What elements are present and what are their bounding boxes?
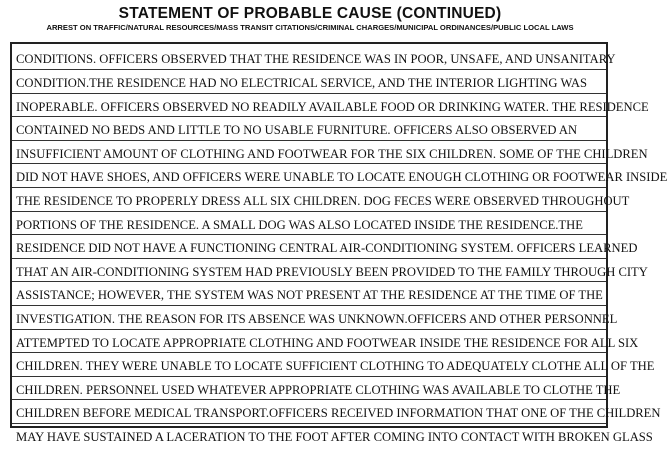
- statement-line: THAT AN AIR-CONDITIONING SYSTEM HAD PREVIOUSLY BEEN PROVIDED TO THE FAMILY THROUGH CITY: [12, 259, 606, 283]
- statement-line: PORTIONS OF THE RESIDENCE. A SMALL DOG WAS ALSO LOCATED INSIDE THE RESIDENCE.THE: [12, 212, 606, 236]
- statement-line: MAY HAVE SUSTAINED A LACERATION TO THE FOOT AFTER COMING INTO CONTACT WITH BROKEN GLASS: [16, 429, 653, 444]
- form-title: STATEMENT OF PROBABLE CAUSE (CONTINUED): [118, 5, 502, 22]
- statement-box: [10, 42, 667, 444]
- statement-line: INOPERABLE. OFFICERS OBSERVED NO READILY AVAILABLE FOOD OR DRINKING WATER. THE RESIDENCE: [12, 94, 606, 118]
- statement-line: ATTEMPTED TO LOCATE APPROPRIATE CLOTHING AND FOOTWEAR INSIDE THE RESIDENCE FOR ALL SIX: [12, 330, 606, 354]
- statement-line: THE RESIDENCE TO PROPERLY DRESS ALL SIX CHILDREN. DOG FECES WERE OBSERVED THROUGHOUT: [12, 188, 606, 212]
- statement-line: DID NOT HAVE SHOES, AND OFFICERS WERE UNABLE TO LOCATE ENOUGH CLOTHING OR FOOTWEAR INSIDE: [12, 164, 606, 188]
- statement-line: CHILDREN. PERSONNEL USED WHATEVER APPROPRIATE CLOTHING WAS AVAILABLE TO CLOTHE THE: [12, 377, 606, 401]
- statement-line: INSUFFICIENT AMOUNT OF CLOTHING AND FOOTWEAR FOR THE SIX CHILDREN. SOME OF THE CHILDREN: [12, 141, 606, 165]
- statement-line: CONDITIONS. OFFICERS OBSERVED THAT THE RESIDENCE WAS IN POOR, UNSAFE, AND UNSANITARY: [12, 44, 606, 70]
- statement-line: CHILDREN. THEY WERE UNABLE TO LOCATE SUFFICIENT CLOTHING TO ADEQUATELY CLOTHE ALL OF THE: [12, 353, 606, 377]
- statement-line: ASSISTANCE; HOWEVER, THE SYSTEM WAS NOT PRESENT AT THE RESIDENCE AT THE TIME OF THE: [12, 282, 606, 306]
- statement-line: CONDITION.THE RESIDENCE HAD NO ELECTRICAL SERVICE, AND THE INTERIOR LIGHTING WAS: [12, 70, 606, 94]
- statement-lines: [12, 44, 667, 448]
- statement-line: RESIDENCE DID NOT HAVE A FUNCTIONING CENTRAL AIR-CONDITIONING SYSTEM. OFFICERS LEARNED: [12, 235, 606, 259]
- form-subtitle: ARREST ON TRAFFIC/NATURAL RESOURCES/MASS TRANSIT CITATIONS/CRIMINAL CHARGES/MUNICIPAL ORDINANCES/PUBLIC LOCAL LAWS: [46, 23, 574, 32]
- statement-line: CHILDREN BEFORE MEDICAL TRANSPORT.OFFICERS RECEIVED INFORMATION THAT ONE OF THE CHILDREN: [12, 400, 606, 424]
- statement-line: INVESTIGATION. THE REASON FOR ITS ABSENCE WAS UNKNOWN.OFFICERS AND OTHER PERSONNEL: [12, 306, 606, 330]
- statement-line: CONTAINED NO BEDS AND LITTLE TO NO USABLE FURNITURE. OFFICERS ALSO OBSERVED AN: [12, 117, 606, 141]
